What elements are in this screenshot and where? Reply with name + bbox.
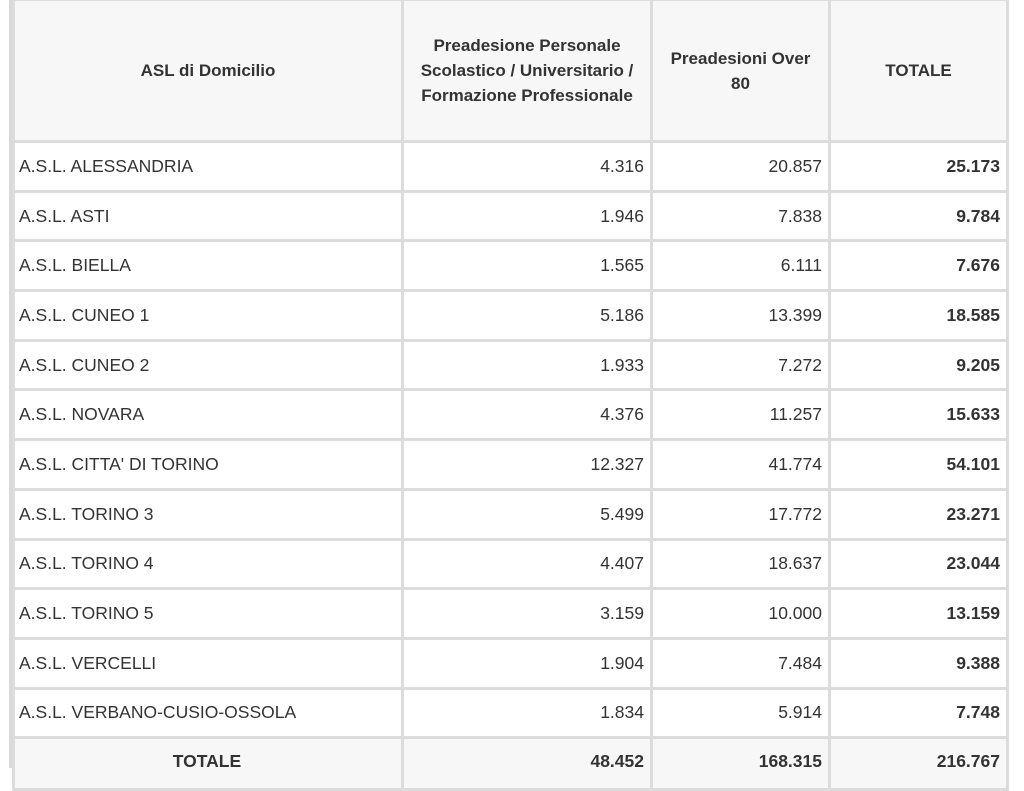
cell-over80: 41.774 (652, 440, 830, 490)
table-row (14, 589, 1008, 639)
header-asl: ASL di Domicilio (14, 0, 403, 142)
cell-totale: 23.044 (830, 539, 1008, 589)
cell-asl: A.S.L. CUNEO 2 (14, 340, 403, 390)
cell-asl: A.S.L. NOVARA (14, 390, 403, 440)
left-frame-line (0, 0, 12, 768)
cell-asl: A.S.L. ASTI (14, 191, 403, 241)
cell-asl: A.S.L. CUNEO 1 (14, 291, 403, 341)
cell-asl: A.S.L. TORINO 3 (14, 489, 403, 539)
cell-totale: 9.388 (830, 638, 1008, 688)
cell-totale: 13.159 (830, 589, 1008, 639)
cell-asl: A.S.L. CITTA' DI TORINO (14, 440, 403, 490)
cell-totale: 18.585 (830, 291, 1008, 341)
cell-totale: 7.748 (830, 688, 1008, 738)
cell-scolastico: 1.834 (403, 688, 652, 738)
cell-totale: 7.676 (830, 241, 1008, 291)
table-row (14, 340, 1008, 390)
cell-asl: A.S.L. BIELLA (14, 241, 403, 291)
cell-totale: 54.101 (830, 440, 1008, 490)
cell-over80: 11.257 (652, 390, 830, 440)
cell-totale: 9.205 (830, 340, 1008, 390)
cell-asl: A.S.L. ALESSANDRIA (14, 142, 403, 192)
cell-scolastico: 5.186 (403, 291, 652, 341)
header-scolastico: Preadesione Personale Scolastico / Universitario / Formazione Professionale (403, 0, 652, 142)
cell-asl: A.S.L. VERCELLI (14, 638, 403, 688)
table-row (14, 390, 1008, 440)
cell-scolastico: 5.499 (403, 489, 652, 539)
total-row (14, 738, 1008, 790)
header-row (14, 0, 1008, 142)
table-row (14, 291, 1008, 341)
cell-over80: 7.484 (652, 638, 830, 688)
cell-totale: 15.633 (830, 390, 1008, 440)
cell-scolastico: 1.565 (403, 241, 652, 291)
cell-asl: A.S.L. TORINO 4 (14, 539, 403, 589)
total-label: TOTALE (14, 738, 403, 790)
cell-scolastico: 1.933 (403, 340, 652, 390)
cell-totale: 23.271 (830, 489, 1008, 539)
cell-scolastico: 4.407 (403, 539, 652, 589)
cell-asl: A.S.L. VERBANO-CUSIO-OSSOLA (14, 688, 403, 738)
total-scolastico: 48.452 (403, 738, 652, 790)
cell-totale: 25.173 (830, 142, 1008, 192)
total-over80: 168.315 (652, 738, 830, 790)
cell-over80: 6.111 (652, 241, 830, 291)
cell-over80: 17.772 (652, 489, 830, 539)
cell-totale: 9.784 (830, 191, 1008, 241)
table-row (14, 440, 1008, 490)
header-over80: Preadesioni Over 80 (652, 0, 830, 142)
header-totale: TOTALE (830, 0, 1008, 142)
cell-scolastico: 4.376 (403, 390, 652, 440)
preadesioni-table (12, 0, 1009, 791)
table-row (14, 489, 1008, 539)
cell-over80: 7.838 (652, 191, 830, 241)
cell-scolastico: 1.904 (403, 638, 652, 688)
cell-scolastico: 12.327 (403, 440, 652, 490)
table-row (14, 638, 1008, 688)
cell-over80: 5.914 (652, 688, 830, 738)
cell-over80: 13.399 (652, 291, 830, 341)
cell-asl: A.S.L. TORINO 5 (14, 589, 403, 639)
table-row (14, 241, 1008, 291)
cell-scolastico: 4.316 (403, 142, 652, 192)
cell-over80: 7.272 (652, 340, 830, 390)
cell-scolastico: 1.946 (403, 191, 652, 241)
cell-over80: 20.857 (652, 142, 830, 192)
cell-over80: 18.637 (652, 539, 830, 589)
table-row (14, 142, 1008, 192)
table-row (14, 688, 1008, 738)
table-row (14, 539, 1008, 589)
cell-over80: 10.000 (652, 589, 830, 639)
total-totale: 216.767 (830, 738, 1008, 790)
table-row (14, 191, 1008, 241)
cell-scolastico: 3.159 (403, 589, 652, 639)
